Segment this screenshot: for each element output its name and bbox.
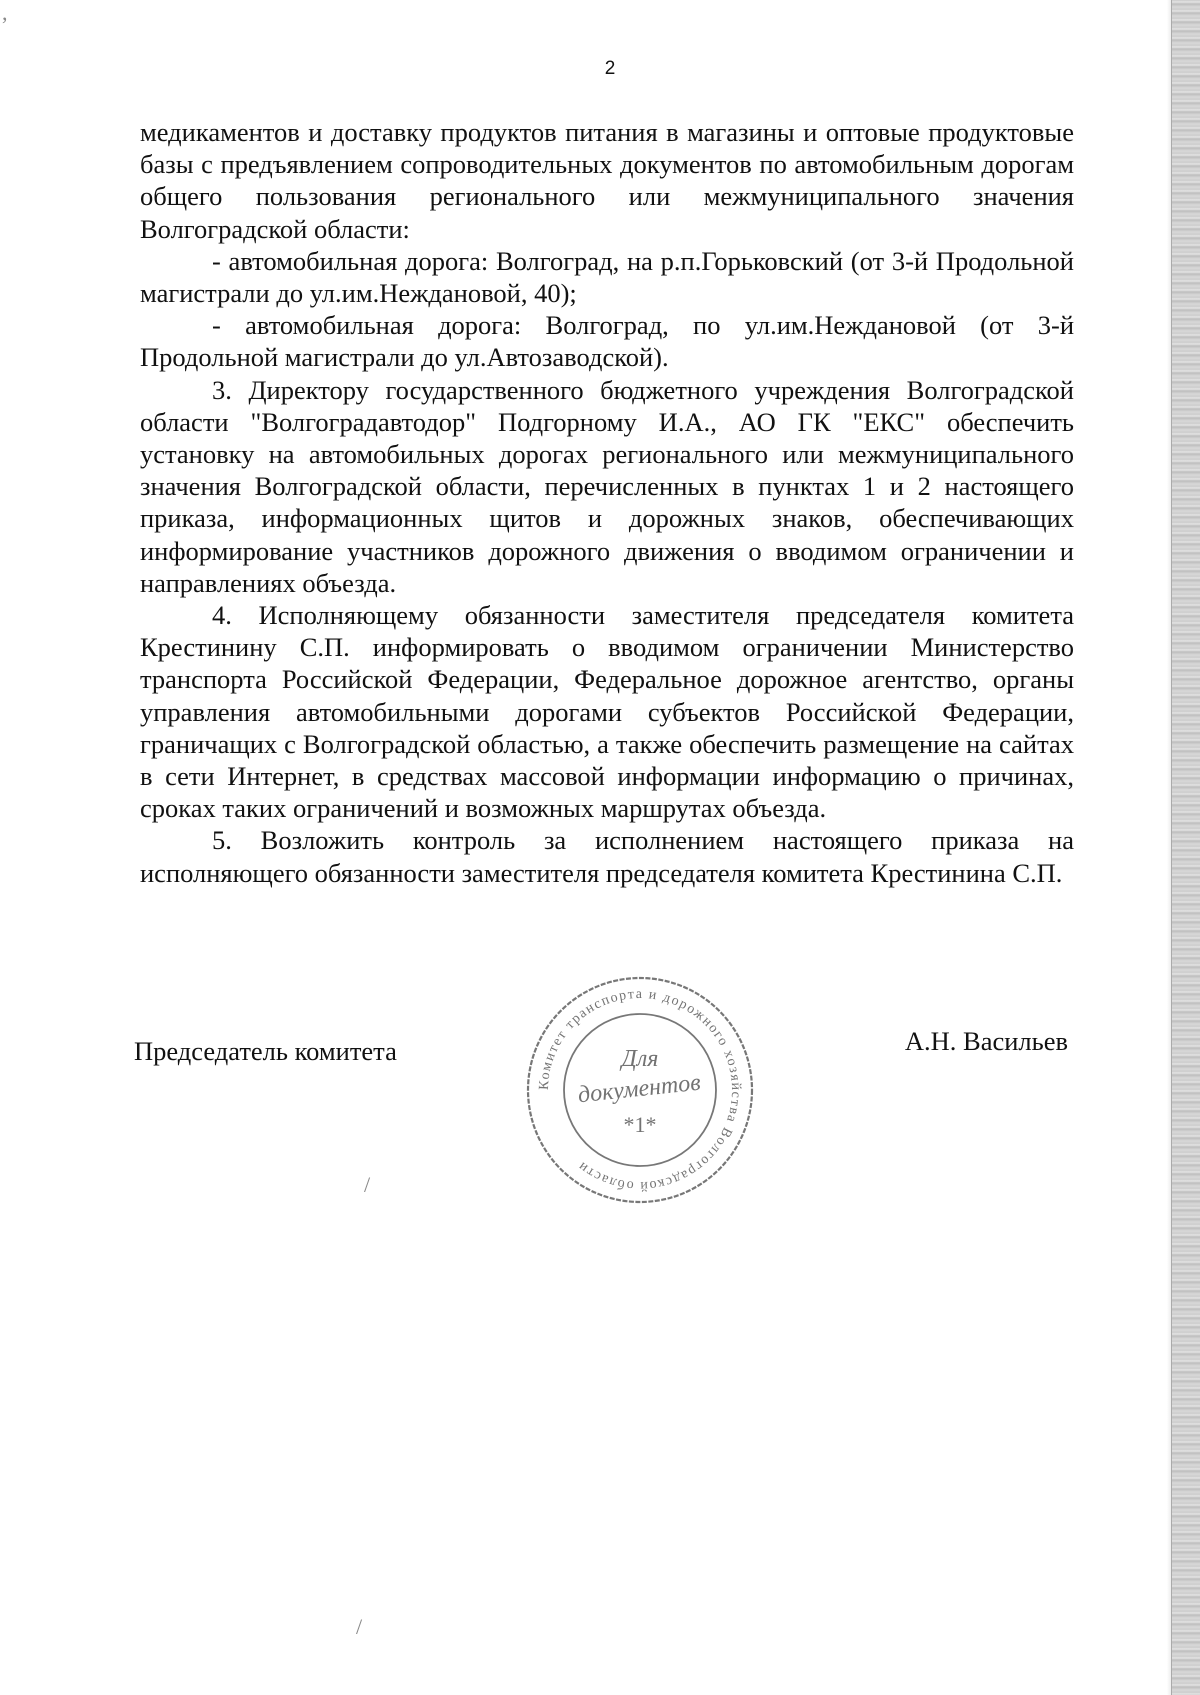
stamp-ring-text: Комитет транспорта и дорожного хозяйства Волгоградской области [536, 986, 744, 1194]
scan-speck: / [356, 1614, 363, 1639]
paragraph-item-3: 3. Директору государственного бюджетного учреждения Волгоградской области "Волгоградавтодор" Подгорному И.А., АО ГК "ЕКС" обеспечить установку на автомобильных дорогах регионального или межмуниципального значения Волгоградской области, перечисленных в пунктах 1 и 2 настоящего приказа, информационных щитов и дорожных знаков, обеспечивающих информирование участников дорожного движения о вводимом ограничении и направлениях объезда. [140, 374, 1074, 598]
paragraph-road-2: - автомобильная дорога: Волгоград, по ул.им.Неждановой (от 3-й Продольной магистрали до ул.Автозаводской). [140, 310, 1074, 373]
stamp-center-line-3: *1* [623, 1112, 657, 1137]
paragraph-continuation: медикаментов и доставку продуктов питания в магазины и оптовые продуктовые базы с предъявлением сопроводительных документов по автомобильным дорогам общего пользования регионального или межмуниципального значения Волгоградской области: [140, 117, 1074, 244]
stamp-center-line-1: Для [621, 1046, 659, 1072]
stamp-center-line-2: документов [576, 1069, 702, 1109]
scan-edge [1171, 0, 1200, 1695]
paragraph-item-4: 4. Исполняющему обязанности заместителя председателя комитета Крестинину С.П. информировать о вводимом ограничении Министерство транспорта Российской Федерации, Федеральное дорожное агентство, органы управления автомобильными дорогами субъектов Российской Федерации, граничащих с Волгоградской областью, а также обеспечить размещение на сайтах в сети Интернет, в средствах массовой информации информацию о причинах, сроках таких ограничений и возможных маршрутах объезда. [140, 600, 1074, 824]
official-stamp [520, 970, 760, 1210]
signer-name: А.Н. Васильев [904, 1026, 1068, 1056]
page-number: 2 [604, 58, 616, 79]
signer-title: Председатель комитета [134, 1036, 397, 1066]
scan-speck: / [364, 1172, 371, 1197]
scan-speck: , [2, 0, 8, 25]
paragraph-road-1: - автомобильная дорога: Волгоград, на р.п.Горьковский (от 3-й Продольной магистрали до ул.им.Неждановой, 40); [140, 245, 1074, 309]
document-body [140, 116, 1074, 889]
paragraph-item-5: 5. Возложить контроль за исполнением настоящего приказа на исполняющего обязанности заместителя председателя комитета Крестинина С.П. [140, 825, 1074, 888]
